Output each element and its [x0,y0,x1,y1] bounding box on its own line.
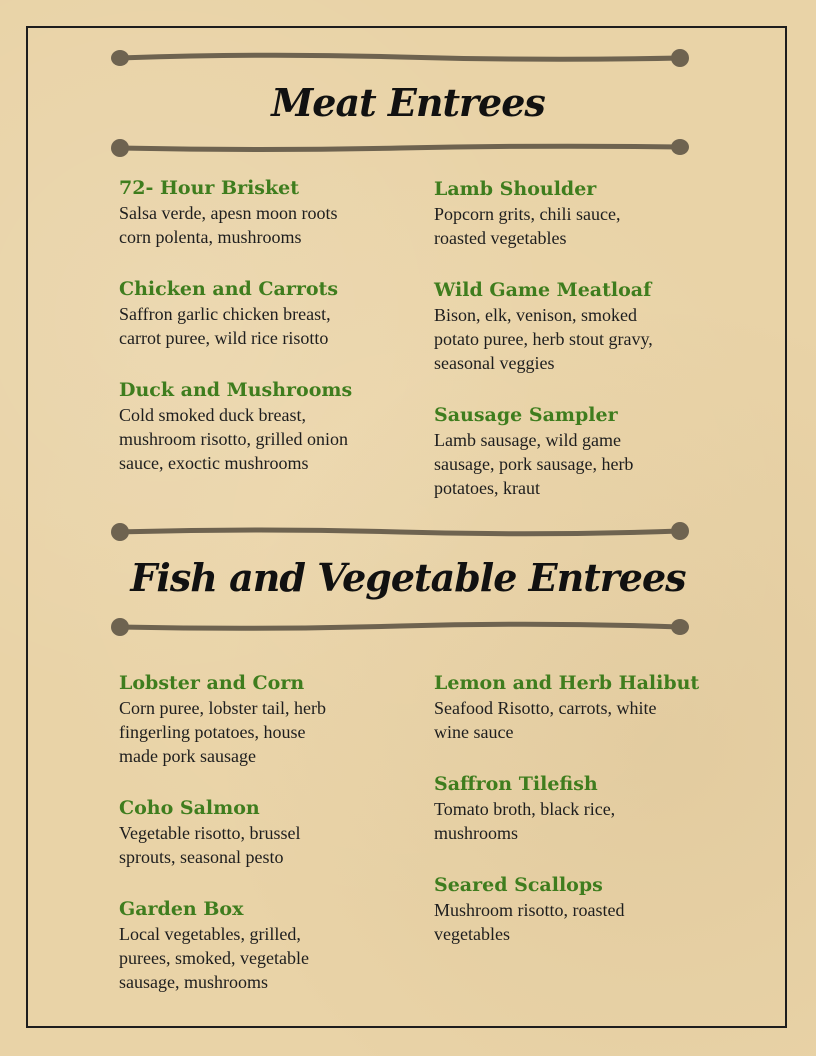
menu-item [434,872,709,946]
item-name: Saffron Tilefish [434,773,598,795]
item-name: 72- Hour Brisket [119,177,300,199]
menu-item [119,276,394,350]
menu-item [119,670,394,768]
item-name: Duck and Mushrooms [119,379,353,401]
item-description: Salsa verde, apesn moon roots corn polenta, mushrooms [119,203,338,247]
item-description: Seafood Risotto, carrots, white wine sauce [434,698,657,742]
section-title-fish: Fish and Vegetable Entrees [130,555,686,600]
menu-item [434,771,709,845]
divider-rule [110,46,690,70]
item-name: Lemon and Herb Halibut [434,672,700,694]
menu-item [434,277,709,375]
section-title-meat: Meat Entrees [271,80,545,125]
item-description: Saffron garlic chicken breast, carrot puree, wild rice risotto [119,304,331,348]
menu-item [434,670,709,744]
item-description: Lamb sausage, wild game sausage, pork sausage, herb potatoes, kraut [434,430,634,498]
item-name: Wild Game Meatloaf [434,279,652,301]
item-description: Vegetable risotto, brussel sprouts, seasonal pesto [119,823,301,867]
divider-rule [110,615,690,639]
menu-item [119,896,394,994]
divider-rule [110,520,690,544]
item-description: Cold smoked duck breast, mushroom risotto, grilled onion sauce, exoctic mushrooms [119,405,348,473]
menu-item [119,175,394,249]
menu-item [119,795,394,869]
item-description: Popcorn grits, chili sauce, roasted vegetables [434,204,621,248]
item-name: Coho Salmon [119,797,260,819]
menu-item [119,377,394,475]
item-name: Lamb Shoulder [434,178,597,200]
item-description: Local vegetables, grilled, purees, smoked, vegetable sausage, mushrooms [119,924,309,992]
item-name: Sausage Sampler [434,404,618,426]
item-description: Tomato broth, black rice, mushrooms [434,799,616,843]
item-description: Bison, elk, venison, smoked potato puree, herb stout gravy, seasonal veggies [434,305,653,373]
item-name: Chicken and Carrots [119,278,339,300]
menu-item [434,176,709,250]
item-name: Seared Scallops [434,874,603,896]
menu-item [434,402,709,500]
item-description: Mushroom risotto, roasted vegetables [434,900,625,944]
item-description: Corn puree, lobster tail, herb fingerling potatoes, house made pork sausage [119,698,326,766]
divider-rule [110,136,690,160]
item-name: Garden Box [119,898,244,920]
item-name: Lobster and Corn [119,672,305,694]
